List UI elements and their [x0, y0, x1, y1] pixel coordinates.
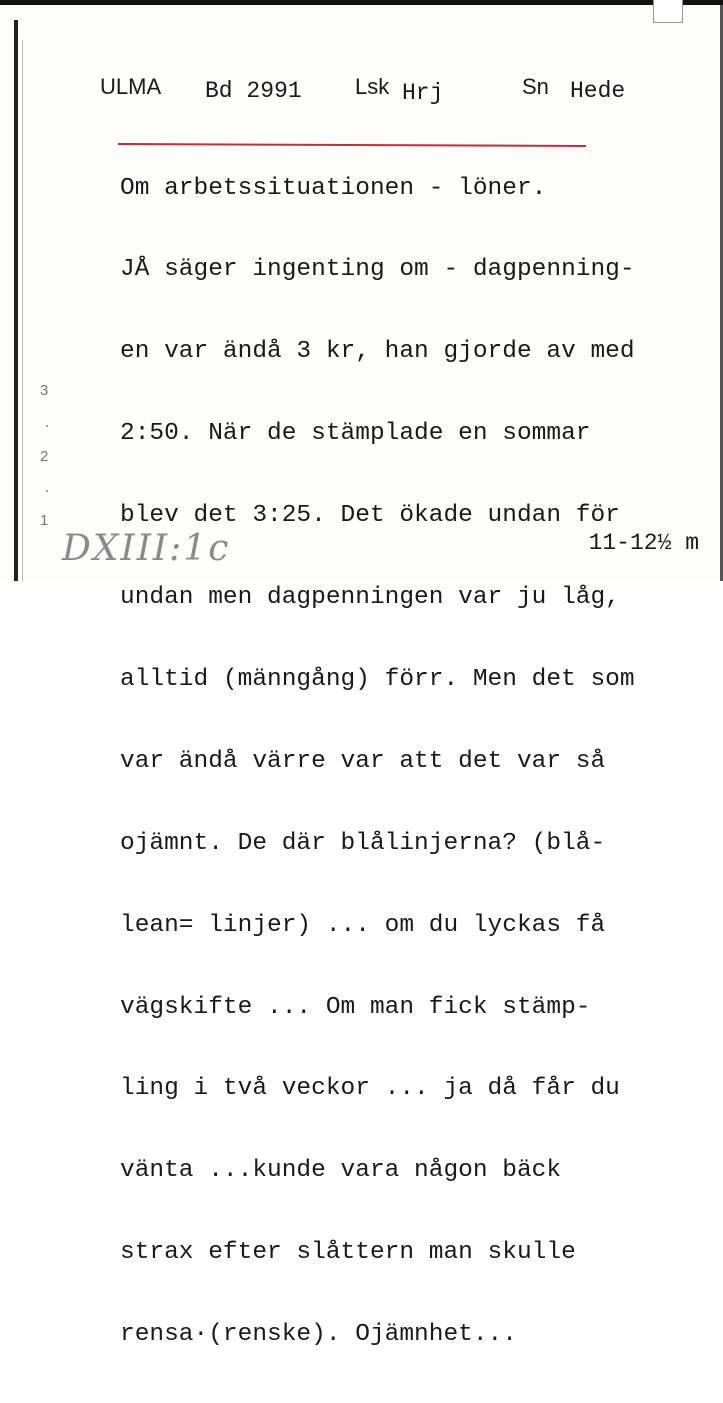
text-line: JÅ säger ingenting om - dagpenning-: [120, 256, 635, 284]
text-line: blev det 3:25. Det ökade undan för: [120, 502, 620, 530]
text-line: en var ändå 3 kr, han gjorde av med: [120, 338, 635, 366]
top-border: [0, 0, 723, 5]
text-line: rensa·(renske). Ojämnhet...: [120, 1321, 517, 1349]
text-line: undan men dagpenningen var ju låg,: [120, 584, 620, 612]
text-line: var ändå värre var att det var så: [120, 747, 606, 775]
text-line: vänta ...kunde vara någon bäck: [120, 1157, 562, 1185]
text-line: ling i två veckor ... ja då får du: [120, 1075, 620, 1103]
left-edge-line: [22, 40, 23, 581]
margin-number-1: 1: [40, 512, 49, 529]
archive-label: ULMA: [100, 74, 162, 99]
text-line: ojämnt. De där blålinjerna? (blå-: [120, 829, 606, 857]
card-body: [120, 120, 710, 1403]
left-edge: [14, 20, 18, 581]
text-line: alltid (männgång) förr. Men det som: [120, 665, 635, 693]
text-line: lean= linjer) ... om du lyckas få: [120, 911, 606, 939]
sn-value: Hede: [570, 78, 626, 104]
handwritten-classification: DXIII:1c: [62, 528, 231, 569]
text-line: vägskifte ... Om man fick stämp-: [120, 993, 591, 1021]
margin-dot: [46, 490, 48, 492]
topic-heading: Om arbetssituationen - löner.: [120, 174, 547, 202]
margin-number-3: 3: [40, 382, 49, 399]
text-line: 2:50. När de stämplade en sommar: [120, 420, 591, 448]
margin-dot: [46, 425, 48, 427]
margin-number-2: 2: [40, 448, 49, 465]
scan-notch: [653, 0, 683, 23]
volume-number: Bd 2991: [205, 78, 302, 104]
text-line: strax efter slåttern man skulle: [120, 1239, 576, 1267]
sn-label: Sn: [522, 74, 549, 99]
lsk-value: Hrj: [402, 80, 444, 106]
page-range: 11-12½ m: [588, 530, 699, 556]
lsk-label: Lsk: [355, 74, 390, 99]
